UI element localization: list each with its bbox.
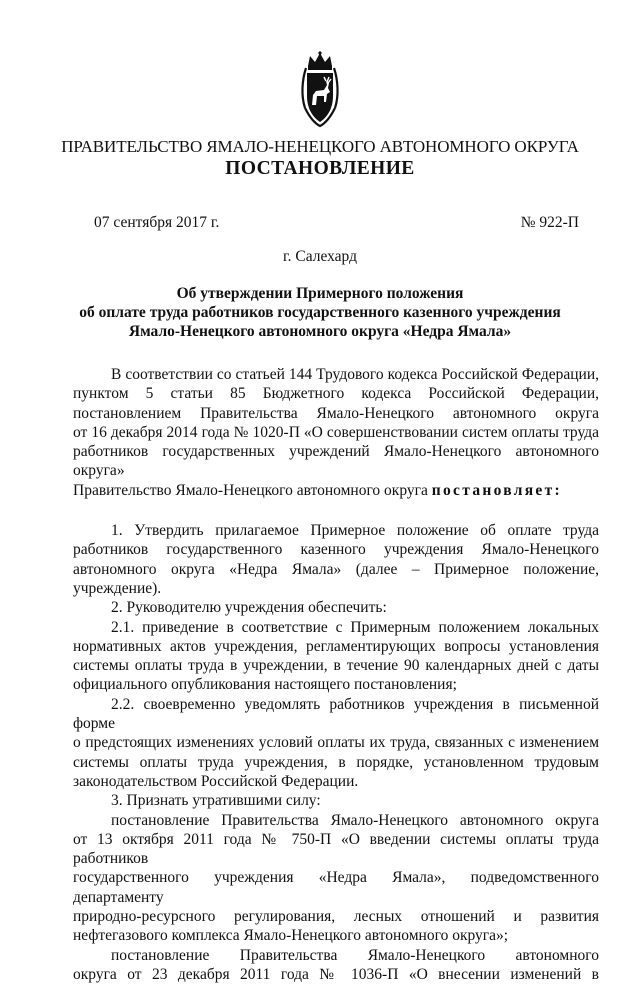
body-line: постановлением Правительства Ямало-Ненецкого автономного округа [73, 404, 599, 422]
body-line: постановление Правительства Ямало-Ненецкого автономного [111, 946, 599, 964]
body-line: 2.2. своевременно уведомлять работников учреждения в письменной форме [73, 695, 599, 733]
body-line: природно-ресурсного регулирования, лесных отношений и развития [73, 908, 599, 926]
body-line: 3. Признать утратившими силу: [111, 792, 321, 810]
body-line: от 13 октября 2011 года № 750-П «О введении системы оплаты труда работников [73, 830, 599, 868]
subject-line: об оплате труда работников государственного казенного учреждения [79, 304, 561, 321]
document-subject [0, 284, 640, 341]
body-line: автономного округа «Недра Ямала» (далее – Примерное положение, учреждение). [73, 560, 599, 597]
body-line [73, 481, 599, 500]
coat-of-arms-emblem-icon [296, 50, 344, 130]
document-number: № 922-П [520, 214, 579, 231]
body-line: 1. Утвердить прилагаемое Примерное положение об оплате труда [111, 522, 599, 540]
body-line: работников государственных учреждений Ямало-Ненецкого автономного округа» [73, 443, 599, 480]
body-line: законодательством Российской Федерации. [73, 772, 359, 790]
document-body [73, 365, 599, 984]
body-line: от 16 декабря 2014 года № 1020-П «О совершенствовании систем оплаты труда [73, 423, 599, 441]
body-line: 2. Руководителю учреждения обеспечить: [111, 599, 387, 617]
body-line: официального опубликования настоящего постановления; [73, 676, 457, 694]
body-line: округа от 23 декабря 2011 года № 1036-П «О внесении изменений в [73, 965, 599, 983]
subject-line: Ямало-Ненецкого автономного округа «Недра Ямала» [128, 323, 512, 340]
body-line: В соответствии со статьей 144 Трудового кодекса Российской Федерации, [111, 366, 599, 383]
resolves-word: постановляет: [431, 481, 562, 499]
body-line: постановление Правительства Ямало-Ненецкого автономного округа [111, 811, 599, 829]
subject-line: Об утверждении Примерного положения [176, 285, 464, 302]
body-line: государственного учреждения «Недра Ямала», подведомственного департаменту [73, 869, 599, 906]
preamble-text: Правительство Ямало-Ненецкого автономного округа [73, 481, 432, 499]
body-line: системы оплаты труда в учреждении, в течение 90 календарных дней с даты [73, 657, 599, 675]
paragraph-gap [73, 500, 599, 521]
body-line: нормативных актов учреждения, регламентирующих вопросы установления [73, 637, 599, 655]
body-line: о предстоящих изменениях условий оплаты их труда, связанных с изменением [73, 734, 599, 752]
document-date: 07 сентября 2017 г. [94, 214, 220, 231]
body-line: пунктом 5 статьи 85 Бюджетного кодекса Российской Федерации, [73, 385, 599, 403]
document-type-title: ПОСТАНОВЛЕНИЕ [225, 158, 415, 179]
body-line: системы оплаты труда учреждения, в порядке, установленном трудовым [73, 753, 599, 771]
body-line: нефтегазового комплекса Ямало-Ненецкого автономного округа»; [73, 927, 509, 945]
document-city: г. Салехард [283, 248, 357, 265]
body-line: 2.1. приведение в соответствие с Примерным положением локальных [111, 618, 599, 636]
body-line: работников государственного казенного учреждения Ямало-Ненецкого [73, 541, 599, 559]
government-title: ПРАВИТЕЛЬСТВО ЯМАЛО-НЕНЕЦКОГО АВТОНОМНОГО ОКРУГА [61, 137, 579, 156]
